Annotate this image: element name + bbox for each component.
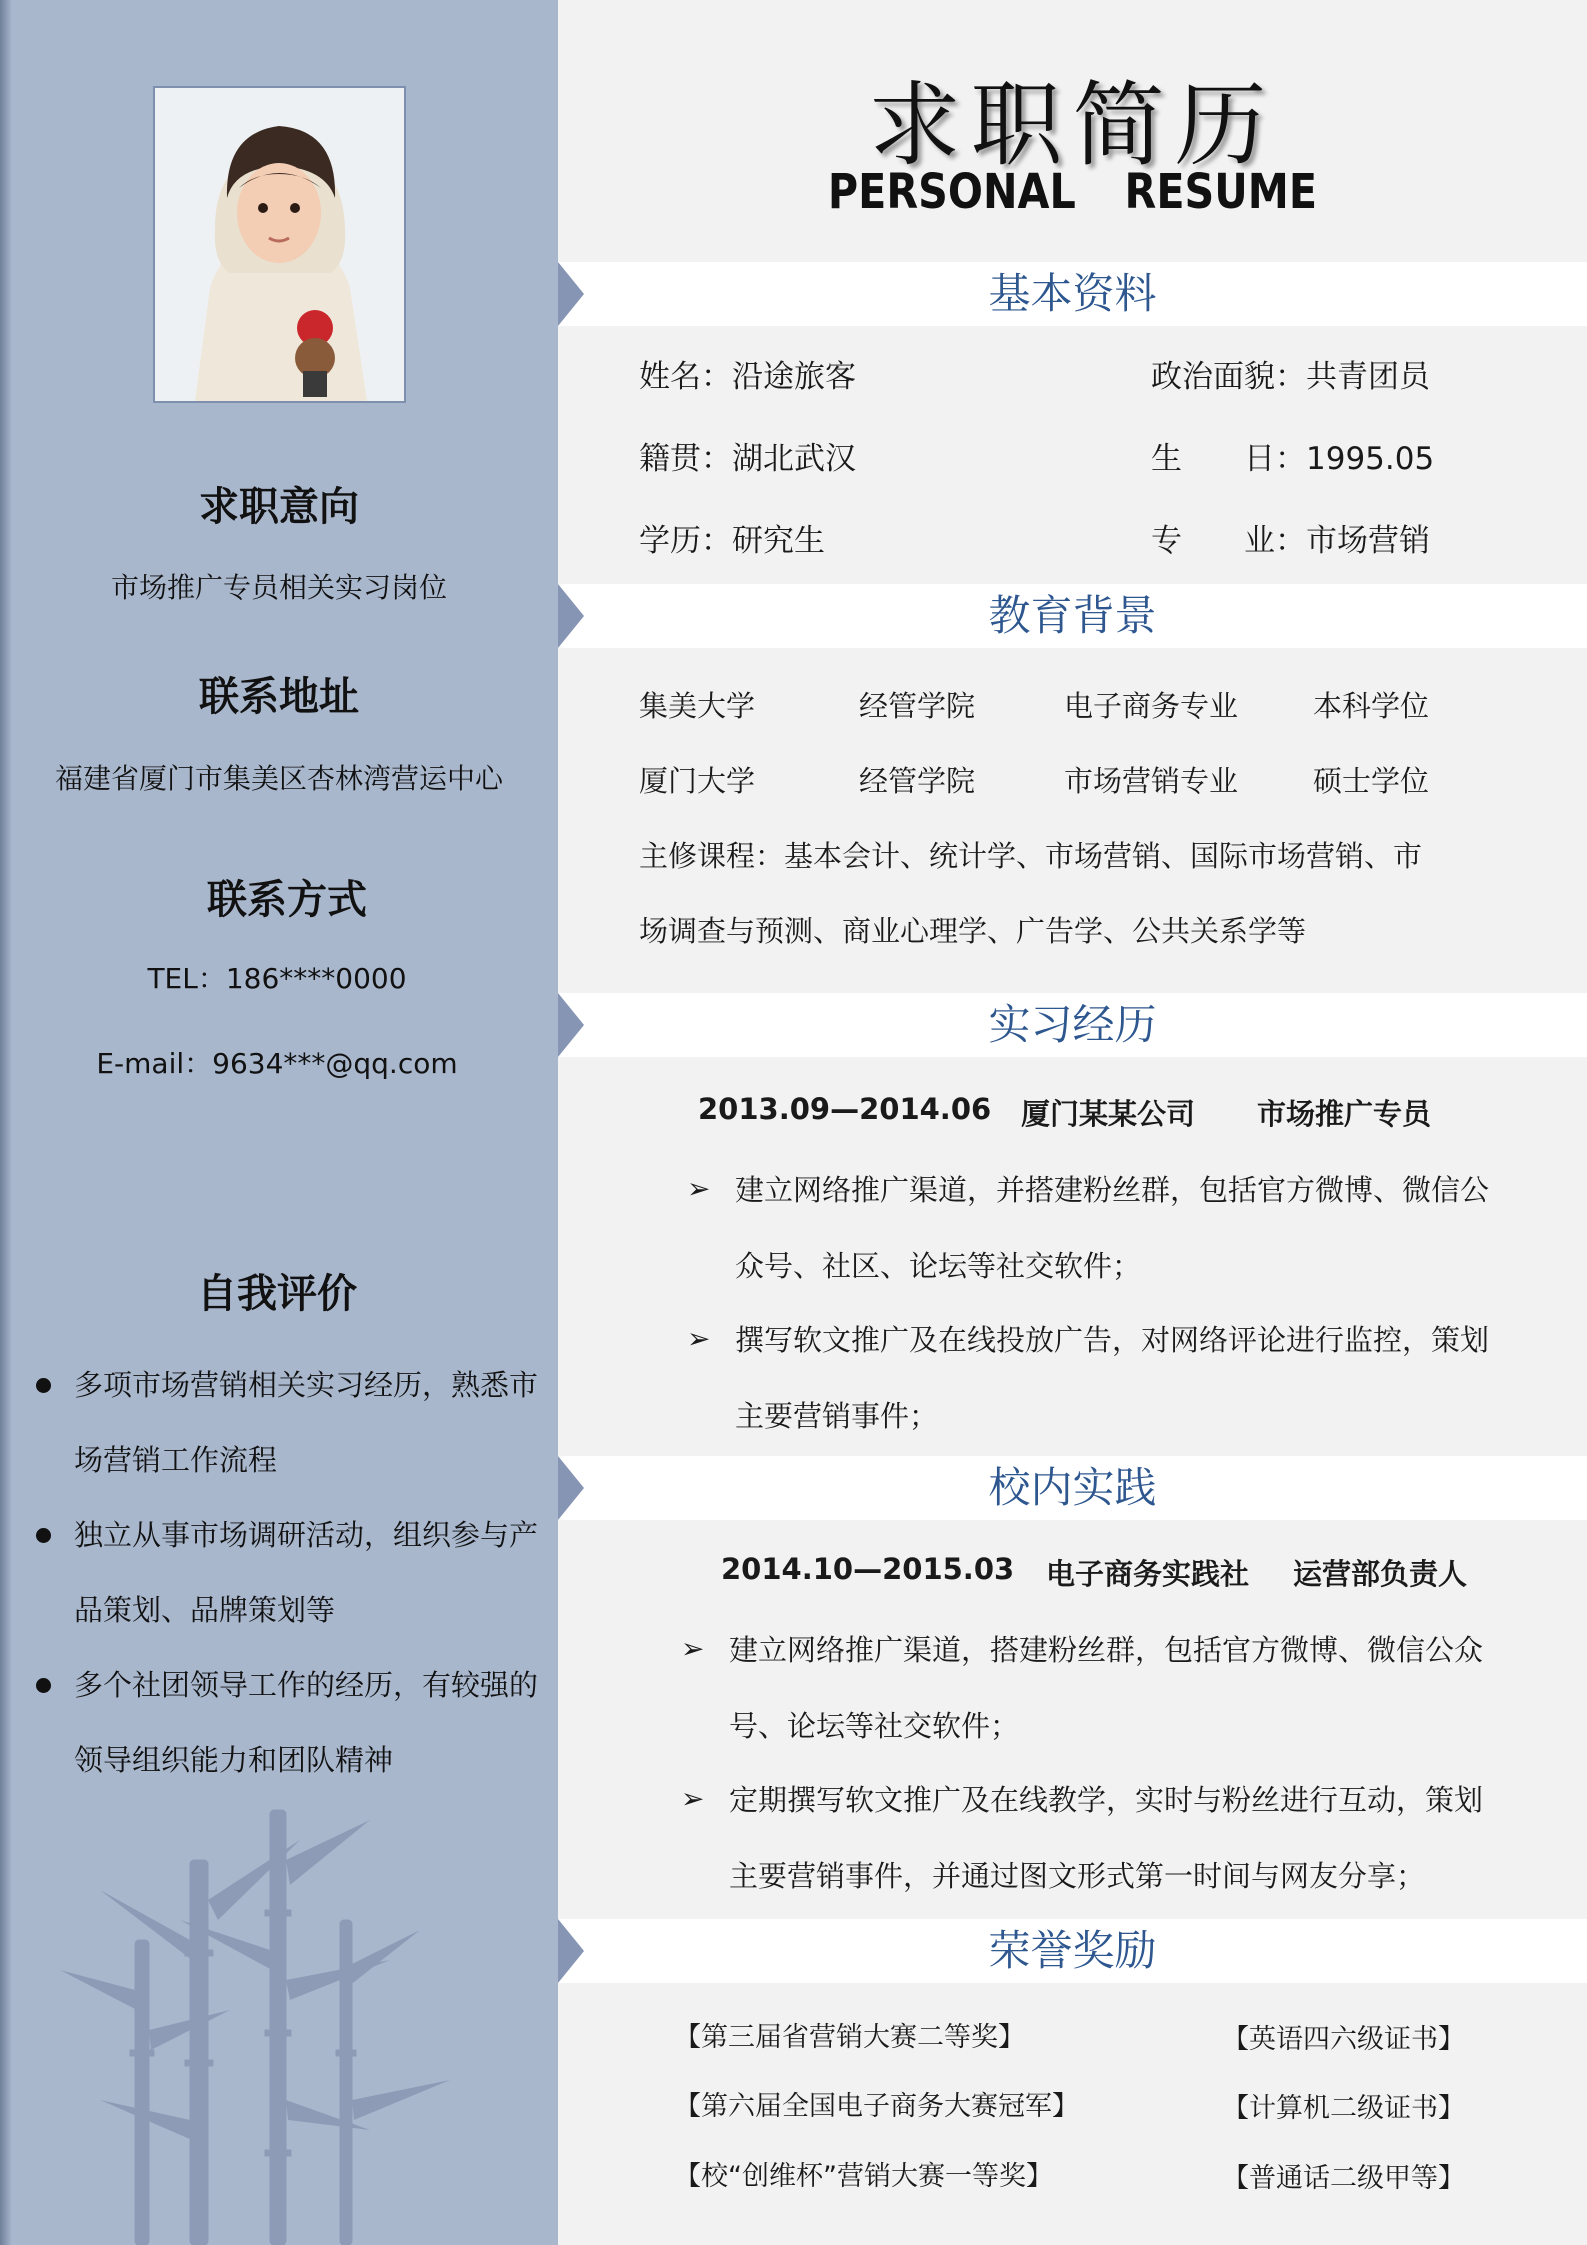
education-level-field: 学历：研究生 — [639, 523, 825, 559]
certificate-item: 【普通话二级甲等】 — [1222, 2163, 1465, 2194]
edu-school: 集美大学 — [639, 689, 756, 723]
birthday-field: 生 日：1995.05 — [1151, 441, 1435, 477]
arrow-bullet-icon: ➢ — [687, 1322, 711, 1355]
section-campus-header — [558, 1456, 1587, 1520]
campus-role: 运营部负责人 — [1293, 1557, 1468, 1591]
tel-text: TEL：186****0000 — [147, 962, 407, 995]
campus-org: 电子商务实践社 — [1046, 1557, 1250, 1591]
edu-major: 市场营销专业 — [1064, 764, 1239, 798]
sidebar — [0, 0, 558, 2245]
internship-item-line: 众号、社区、论坛等社交软件； — [735, 1249, 1142, 1283]
section-honors-header — [558, 1919, 1587, 1983]
edu-degree: 本科学位 — [1313, 689, 1430, 723]
honor-item: 【第六届全国电子商务大赛冠军】 — [674, 2091, 1079, 2122]
arrow-bullet-icon: ➢ — [681, 1782, 705, 1815]
section-internship-header — [558, 993, 1587, 1057]
internship-period: 2013.09—2014.06 — [698, 1092, 992, 1126]
contact-heading: 联系方式 — [207, 877, 367, 923]
bullet-dot-icon — [36, 1528, 51, 1543]
section-basic-header — [558, 262, 1587, 326]
bullet-dot-icon — [36, 1378, 51, 1393]
internship-role: 市场推广专员 — [1257, 1097, 1432, 1131]
section-title: 荣誉奖励 — [988, 1926, 1157, 1975]
page-subtitle: PERSONAL RESUME — [827, 164, 1318, 220]
address-text: 福建省厦门市集美区杏林湾营运中心 — [54, 762, 503, 795]
self-eval-list — [30, 1348, 540, 1798]
self-eval-item: 多个社团领导工作的经历，有较强的 领导组织能力和团队精神 — [30, 1648, 540, 1798]
self-eval-item: 独立从事市场调研活动，组织参与产 品策划、品牌策划等 — [30, 1498, 540, 1648]
campus-item-line: 定期撰写软文推广及在线教学，实时与粉丝进行互动，策划 — [729, 1783, 1484, 1817]
name-field: 姓名：沿途旅客 — [639, 359, 856, 395]
section-education-header — [558, 584, 1587, 648]
edu-college: 经管学院 — [859, 764, 976, 798]
campus-item-line: 主要营销事件，并通过图文形式第一时间与网友分享； — [729, 1859, 1426, 1893]
self-eval-heading: 自我评价 — [197, 1271, 357, 1317]
campus-item-line: 号、论坛等社交软件； — [729, 1709, 1020, 1743]
main-content — [558, 0, 1587, 2245]
courses-line: 主修课程：基本会计、统计学、市场营销、国际市场营销、市 — [639, 839, 1423, 873]
edu-degree: 硕士学位 — [1313, 764, 1430, 798]
section-title: 实习经历 — [988, 1000, 1157, 1049]
internship-item-line: 主要营销事件； — [735, 1399, 939, 1433]
child-portrait-icon — [155, 88, 404, 401]
internship-company: 厦门某某公司 — [1021, 1097, 1196, 1131]
profile-photo — [153, 86, 406, 403]
job-intent-heading: 求职意向 — [199, 484, 359, 530]
internship-item-line: 建立网络推广渠道，并搭建粉丝群，包括官方微博、微信公 — [735, 1173, 1490, 1207]
section-title: 教育背景 — [988, 591, 1157, 640]
job-intent-text: 市场推广专员相关实习岗位 — [110, 571, 447, 604]
campus-period: 2014.10—2015.03 — [721, 1552, 1015, 1586]
certificate-item: 【英语四六级证书】 — [1222, 2024, 1465, 2055]
self-eval-item: 多项市场营销相关实习经历，熟悉市 场营销工作流程 — [30, 1348, 540, 1498]
bullet-dot-icon — [36, 1678, 51, 1693]
origin-field: 籍贯：湖北武汉 — [639, 441, 856, 477]
edu-school: 厦门大学 — [639, 764, 756, 798]
internship-item-line: 撰写软文推广及在线投放广告，对网络评论进行监控，策划 — [735, 1323, 1490, 1357]
edu-college: 经管学院 — [859, 689, 976, 723]
section-title: 基本资料 — [988, 269, 1157, 318]
courses-line: 场调查与预测、商业心理学、广告学、公共关系学等 — [639, 914, 1307, 948]
honor-item: 【第三届省营销大赛二等奖】 — [674, 2022, 1025, 2053]
campus-item-line: 建立网络推广渠道，搭建粉丝群，包括官方微博、微信公众 — [729, 1633, 1484, 1667]
arrow-bullet-icon: ➢ — [687, 1172, 711, 1205]
major-field: 专 业：市场营销 — [1151, 523, 1430, 559]
arrow-bullet-icon: ➢ — [681, 1632, 705, 1665]
address-heading: 联系地址 — [199, 674, 359, 720]
email-text: E-mail：9634***@qq.com — [96, 1047, 458, 1080]
honor-item: 【校“创维杯”营销大赛一等奖】 — [674, 2161, 1053, 2192]
edu-major: 电子商务专业 — [1064, 689, 1239, 723]
political-field: 政治面貌：共青团员 — [1151, 359, 1430, 395]
bamboo-decoration-icon — [40, 1800, 480, 2245]
certificate-item: 【计算机二级证书】 — [1222, 2093, 1465, 2124]
page-title: 求职简历 — [868, 72, 1277, 179]
section-title: 校内实践 — [988, 1463, 1157, 1512]
